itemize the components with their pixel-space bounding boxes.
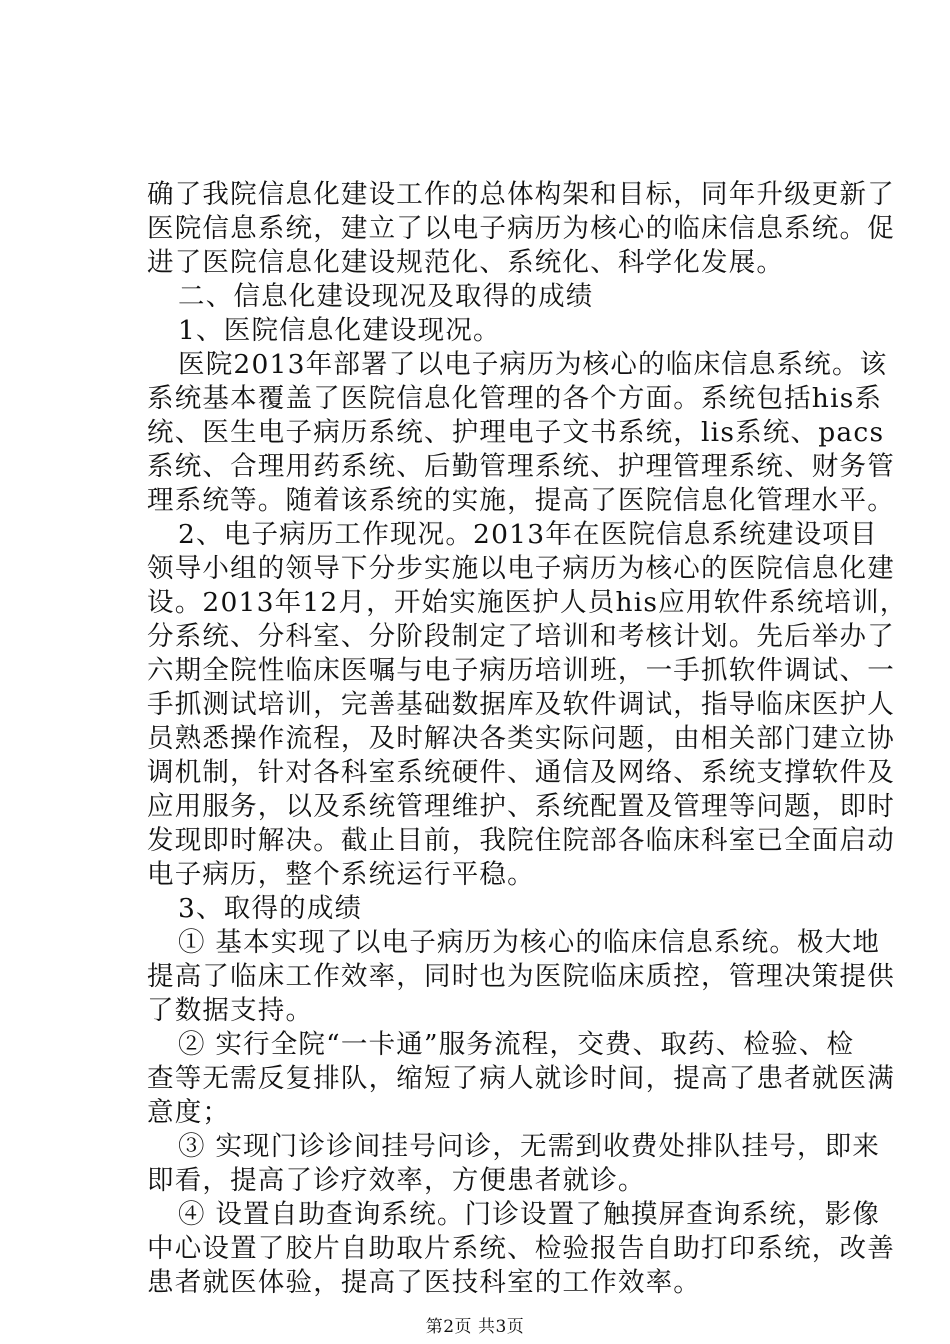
text-line: 中心设置了胶片自助取片系统、检验报告自助打印系统，改善: [147, 1233, 895, 1264]
subsection-heading: 3、取得的成绩: [178, 893, 363, 924]
text-line: ② 实行全院“一卡通”服务流程，交费、取药、检验、检: [178, 1029, 855, 1060]
text-line: 进了医院信息化建设规范化、系统化、科学化发展。: [147, 247, 785, 278]
text-line: ④ 设置自助查询系统。门诊设置了触摸屏查询系统，影像: [178, 1199, 881, 1230]
text-line: 确了我院信息化建设工作的总体构架和目标，同年升级更新了: [147, 179, 895, 210]
text-line: ③ 实现门诊诊间挂号问诊，无需到收费处排队挂号，即来: [178, 1131, 881, 1162]
text-line: 医院信息系统，建立了以电子病历为核心的临床信息系统。促: [147, 213, 895, 244]
page-footer: 第2页 共3页: [425, 1317, 525, 1337]
text-line: 系统基本覆盖了医院信息化管理的各个方面。系统包括his系: [147, 383, 883, 414]
text-line: 员熟悉操作流程，及时解决各类实际问题，由相关部门建立协: [147, 723, 895, 754]
text-line: 电子病历，整个系统运行平稳。: [147, 859, 535, 890]
text-line: 发现即时解决。截止目前，我院住院部各临床科室已全面启动: [147, 825, 895, 856]
text-line: 提高了临床工作效率，同时也为医院临床质控，管理决策提供: [147, 961, 895, 992]
text-line: 手抓测试培训，完善基础数据库及软件调试，指导临床医护人: [147, 689, 895, 720]
text-line: 了数据支持。: [147, 995, 314, 1026]
text-line: 即看，提高了诊疗效率，方便患者就诊。: [147, 1165, 646, 1196]
text-line: 2、电子病历工作现况。2013年在医院信息系统建设项目: [178, 519, 878, 550]
section-heading: 二、信息化建设现况及取得的成绩: [178, 281, 594, 312]
text-line: 意度；: [147, 1097, 231, 1128]
text-line: 统、医生电子病历系统、护理电子文书系统，lis系统、pacs: [147, 417, 885, 448]
text-line: 六期全院性临床医嘱与电子病历培训班，一手抓软件调试、一: [147, 655, 895, 686]
text-line: 分系统、分科室、分阶段制定了培训和考核计划。先后举办了: [147, 621, 895, 652]
text-line: 患者就医体验，提高了医技科室的工作效率。: [147, 1267, 701, 1298]
text-line: 理系统等。随着该系统的实施，提高了医院信息化管理水平。: [147, 485, 895, 516]
subsection-heading: 1、医院信息化建设现况。: [178, 315, 501, 346]
text-line: 领导小组的领导下分步实施以电子病历为核心的医院信息化建: [147, 553, 895, 584]
text-line: 设。2013年12月，开始实施医护人员his应用软件系统培训，: [147, 587, 908, 618]
text-line: 调机制，针对各科室系统硬件、通信及网络、系统支撑软件及: [147, 757, 895, 788]
text-line: 系统、合理用药系统、后勤管理系统、护理管理系统、财务管: [147, 451, 895, 482]
text-line: ① 基本实现了以电子病历为核心的临床信息系统。极大地: [178, 927, 881, 958]
text-line: 查等无需反复排队，缩短了病人就诊时间，提高了患者就医满: [147, 1063, 895, 1094]
text-line: 应用服务，以及系统管理维护、系统配置及管理等问题，即时: [147, 791, 895, 822]
text-line: 医院2013年部署了以电子病历为核心的临床信息系统。该: [178, 349, 888, 380]
